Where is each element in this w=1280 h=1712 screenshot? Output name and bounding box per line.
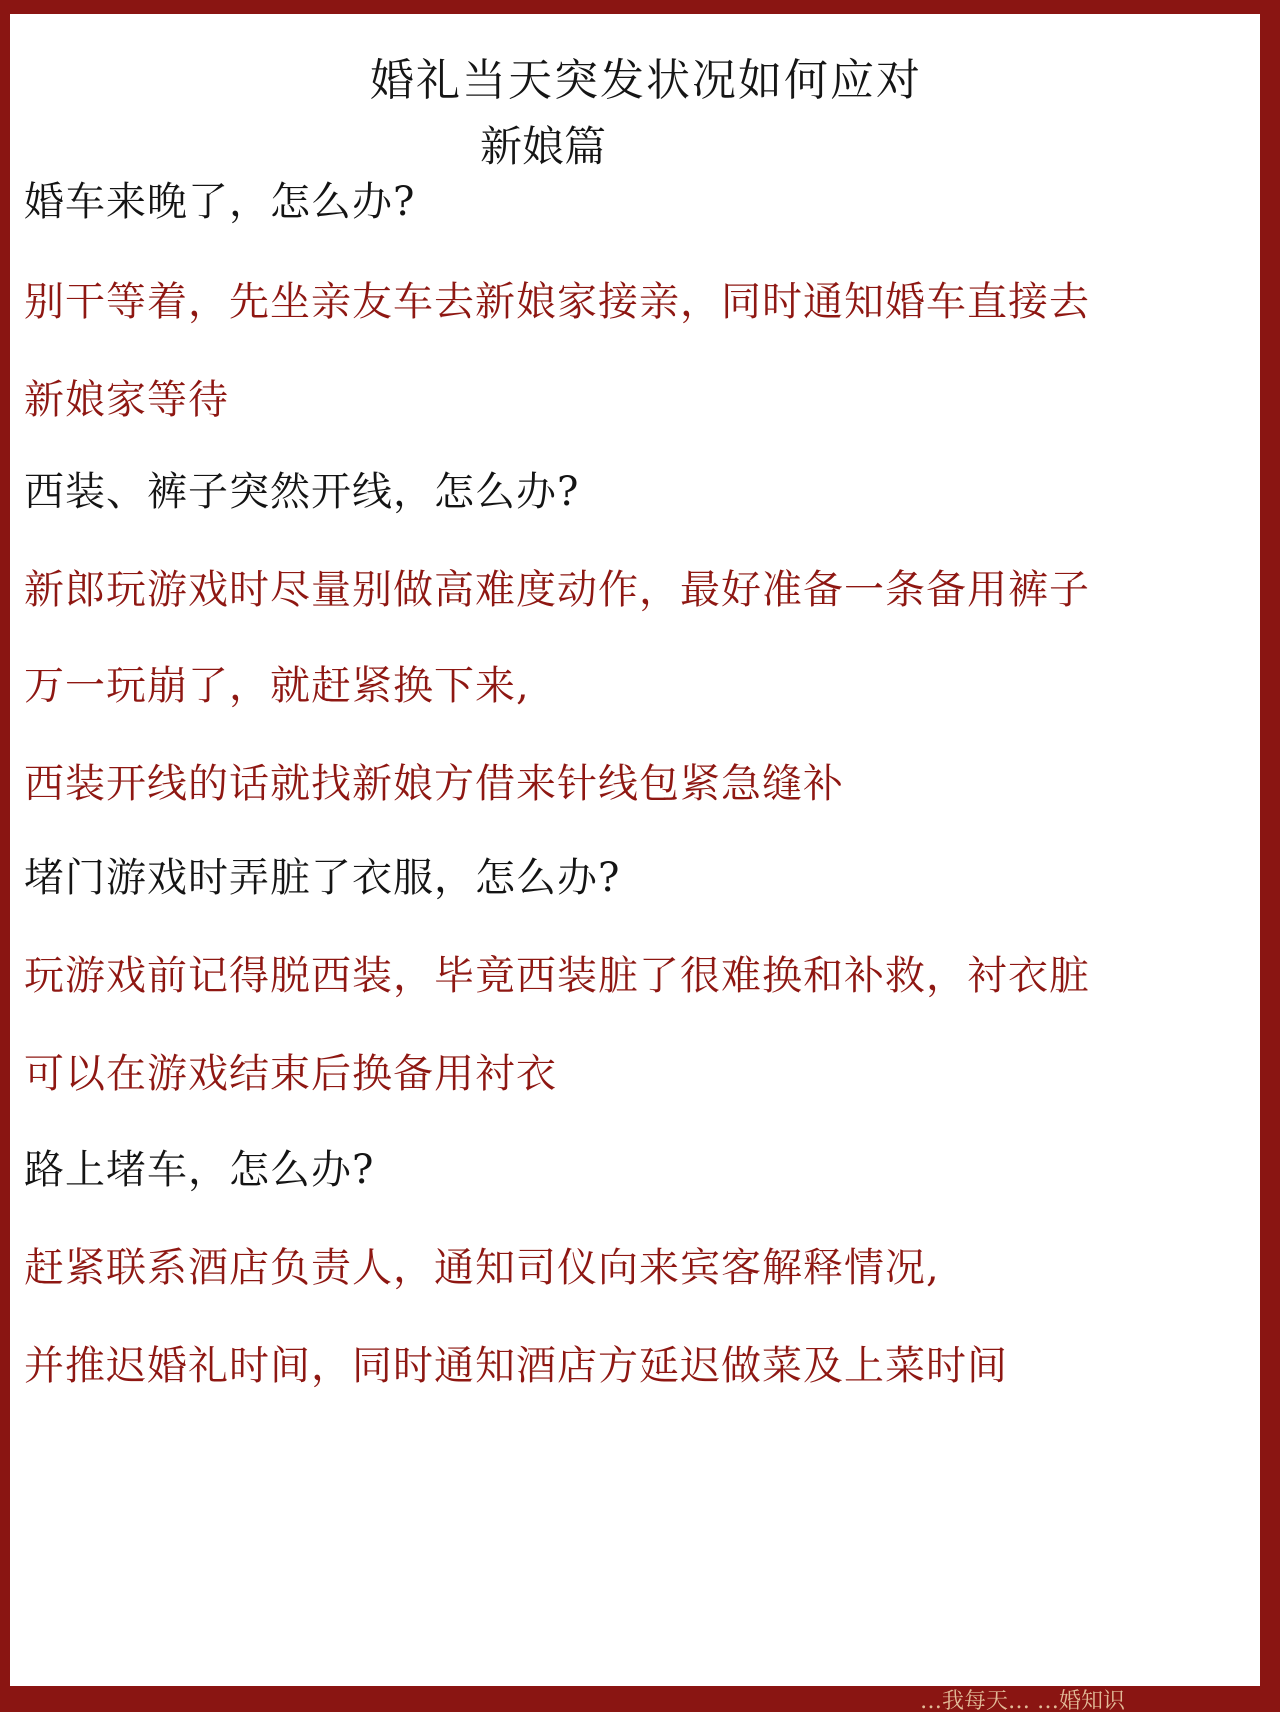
question-car-late: 婚车来晚了，怎么办? (24, 179, 416, 225)
answer-dirty-clothes-line2: 可以在游戏结束后换备用衬衣 (24, 1051, 557, 1097)
question-suit-split: 西装、裤子突然开线，怎么办? (24, 469, 580, 515)
answer-suit-split-line2: 万一玩崩了，就赶紧换下来, (24, 663, 530, 709)
answer-traffic-jam-line2: 并推迟婚礼时间，同时通知酒店方延迟做菜及上菜时间 (24, 1343, 1008, 1389)
footer-text: …我每天… …婚知识 (920, 1689, 1125, 1712)
question-dirty-clothes: 堵门游戏时弄脏了衣服，怎么办? (24, 855, 621, 901)
answer-suit-split-line3: 西装开线的话就找新娘方借来针线包紧急缝补 (24, 761, 844, 807)
answer-dirty-clothes-line1: 玩游戏前记得脱西装，毕竟西装脏了很难换和补救，衬衣脏 (24, 953, 1090, 999)
answer-car-late-line2: 新娘家等待 (24, 377, 229, 423)
page-title: 婚礼当天突发状况如何应对 (370, 55, 922, 106)
answer-suit-split-line1: 新郎玩游戏时尽量别做高难度动作，最好准备一条备用裤子 (24, 567, 1090, 613)
page-subtitle: 新娘篇 (480, 122, 607, 171)
question-traffic-jam: 路上堵车，怎么办? (24, 1147, 375, 1193)
footer-watermark (920, 1684, 1260, 1712)
document-page (10, 14, 1260, 1686)
answer-car-late-line1: 别干等着，先坐亲友车去新娘家接亲，同时通知婚车直接去 (24, 279, 1090, 325)
answer-traffic-jam-line1: 赶紧联系酒店负责人，通知司仪向来宾客解释情况, (24, 1245, 940, 1291)
